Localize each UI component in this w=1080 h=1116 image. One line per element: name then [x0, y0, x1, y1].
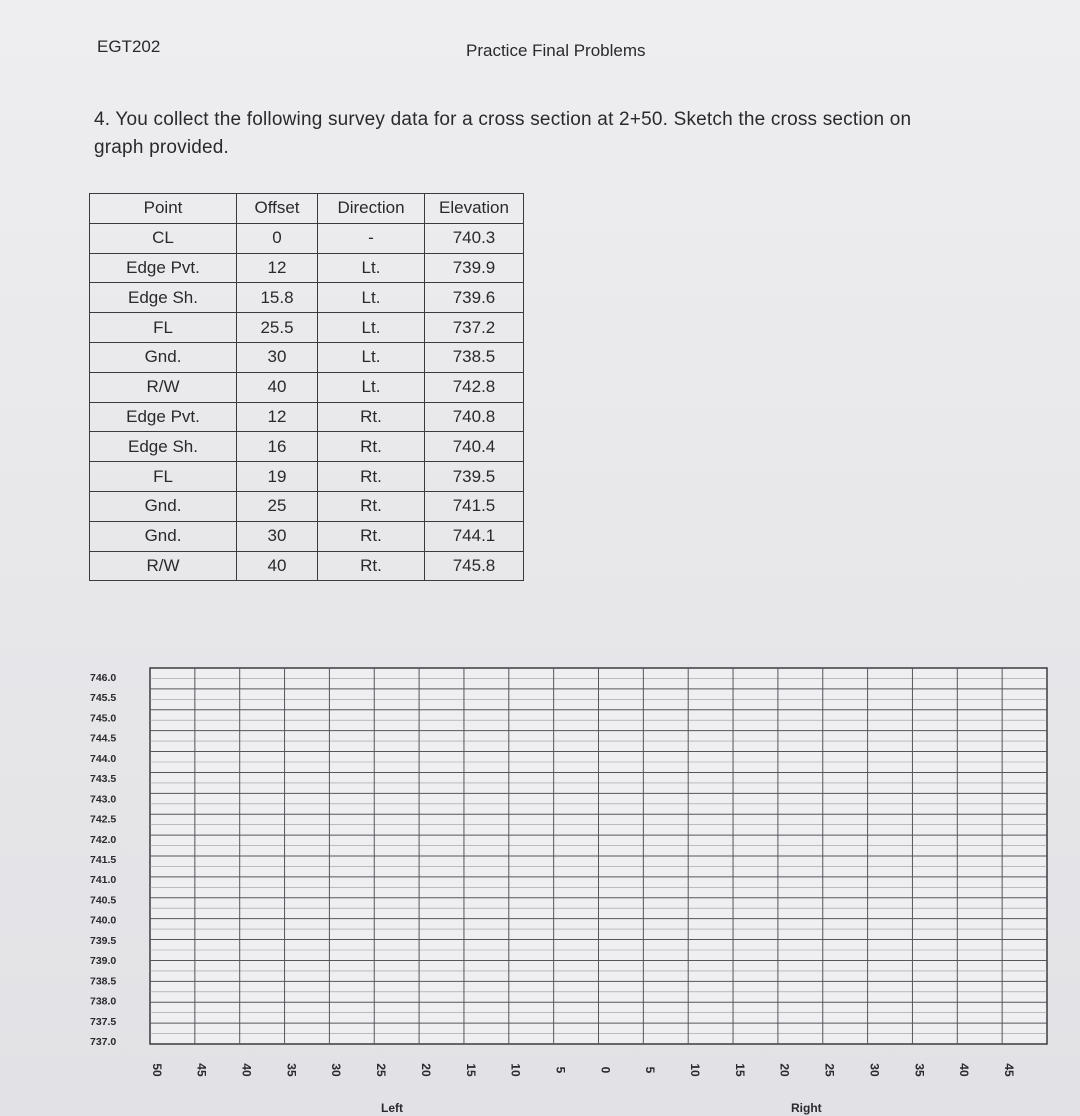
table-cell: 737.2	[425, 313, 524, 343]
x-axis-tick-label: 25	[822, 1063, 837, 1077]
table-cell: Rt.	[318, 462, 425, 492]
page-title: Practice Final Problems	[466, 41, 646, 60]
table-cell: -	[318, 223, 425, 253]
y-axis-tick-label: 745.5	[90, 692, 117, 705]
y-axis-tick-label: 738.0	[90, 995, 117, 1008]
y-axis-tick-label: 737.5	[90, 1015, 117, 1028]
table-cell: 30	[237, 342, 318, 372]
table-cell: 25.5	[237, 313, 318, 343]
question-line-1: 4. You collect the following survey data for a cross section at 2+50. Sketch the cross section on	[94, 109, 912, 130]
x-axis-tick-label: 50	[149, 1063, 164, 1077]
y-axis-tick-label: 744.0	[90, 752, 117, 765]
table-cell: 40	[237, 372, 318, 402]
table-cell: 741.5	[425, 491, 524, 521]
x-axis-tick-label: 35	[284, 1063, 299, 1077]
table-cell: Rt.	[318, 521, 425, 551]
table-cell: 12	[237, 253, 318, 283]
x-axis-tick-label: 40	[957, 1063, 972, 1077]
table-cell: R/W	[90, 372, 237, 402]
x-axis-tick-label: 30	[329, 1063, 344, 1077]
table-cell: Lt.	[318, 342, 425, 372]
y-axis-tick-label: 741.0	[90, 874, 117, 887]
table-cell: 30	[237, 521, 318, 551]
y-axis-tick-label: 740.5	[90, 894, 117, 907]
x-axis-tick-label: 10	[688, 1063, 703, 1077]
table-cell: 12	[237, 402, 318, 432]
table-cell: FL	[90, 313, 237, 343]
table-cell: 744.1	[425, 521, 524, 551]
x-axis-tick-label: 20	[777, 1063, 792, 1077]
table-cell: Lt.	[318, 253, 425, 283]
table-cell: 25	[237, 491, 318, 521]
table-cell: 739.6	[425, 283, 524, 313]
table-cell: 739.5	[425, 462, 524, 492]
x-axis-tick-label: 45	[194, 1063, 209, 1077]
table-cell: Rt.	[318, 402, 425, 432]
x-axis-tick-label: 15	[463, 1063, 478, 1077]
table-cell: 40	[237, 551, 318, 581]
table-cell: 745.8	[425, 551, 524, 581]
y-axis-tick-label: 743.5	[90, 773, 117, 786]
y-axis-tick-label: 745.0	[90, 712, 117, 725]
table-cell: 0	[237, 223, 318, 253]
table-cell: Lt.	[318, 313, 425, 343]
table-cell: Gnd.	[90, 491, 237, 521]
table-cell: Edge Sh.	[90, 283, 237, 313]
right-axis-label: Right	[791, 1101, 822, 1115]
x-axis-tick-label: 20	[418, 1063, 433, 1077]
y-axis-tick-label: 738.5	[90, 975, 117, 988]
table-cell: 739.9	[425, 253, 524, 283]
table-cell: Gnd.	[90, 521, 237, 551]
table-cell: 742.8	[425, 372, 524, 402]
table-header-cell: Direction	[318, 194, 425, 224]
table-cell: Gnd.	[90, 342, 237, 372]
table-cell: Rt.	[318, 551, 425, 581]
x-axis-tick-label: 30	[867, 1063, 882, 1077]
table-cell: 740.4	[425, 432, 524, 462]
table-cell: Rt.	[318, 432, 425, 462]
x-axis-tick-label: 25	[374, 1063, 389, 1077]
table-cell: 740.8	[425, 402, 524, 432]
y-axis-tick-label: 742.5	[90, 813, 117, 826]
table-cell: FL	[90, 462, 237, 492]
table-cell: 19	[237, 462, 318, 492]
y-axis-tick-label: 744.5	[90, 732, 117, 745]
y-axis-tick-label: 741.5	[90, 854, 117, 866]
x-axis-tick-label: 35	[912, 1063, 927, 1077]
table-cell: 740.3	[425, 223, 524, 253]
y-axis-tick-label: 743.0	[90, 793, 117, 806]
y-axis-tick-label: 742.0	[90, 833, 117, 846]
y-axis-tick-label: 739.0	[90, 955, 117, 968]
x-axis-tick-label: 5	[643, 1066, 658, 1074]
table-cell: Lt.	[318, 372, 425, 402]
table-cell: Rt.	[318, 491, 425, 521]
table-header-cell: Elevation	[425, 194, 524, 224]
x-axis-tick-label: 15	[732, 1063, 747, 1077]
course-code: EGT202	[97, 37, 161, 56]
table-cell: 738.5	[425, 342, 524, 372]
table-cell: Edge Pvt.	[90, 253, 237, 283]
x-axis-tick-label: 0	[598, 1066, 613, 1074]
x-axis-tick-label: 10	[508, 1063, 523, 1077]
table-cell: Edge Pvt.	[90, 402, 237, 432]
table-cell: 16	[237, 432, 318, 462]
x-axis-tick-label: 45	[1001, 1063, 1016, 1077]
table-cell: Edge Sh.	[90, 432, 237, 462]
table-header-cell: Offset	[237, 194, 318, 224]
question-line-2: graph provided.	[94, 137, 230, 158]
table-cell: Lt.	[318, 283, 425, 313]
x-axis-tick-label: 40	[239, 1063, 254, 1077]
y-axis-tick-label: 737.0	[90, 1036, 117, 1048]
x-axis-tick-label: 5	[553, 1066, 568, 1074]
table-cell: 15.8	[237, 283, 318, 313]
table-cell: R/W	[90, 551, 237, 581]
y-axis-tick-label: 740.0	[90, 914, 117, 927]
left-axis-label: Left	[381, 1101, 403, 1115]
y-axis-tick-label: 739.5	[90, 934, 117, 947]
table-cell: CL	[90, 223, 237, 253]
y-axis-tick-label: 746.0	[90, 672, 117, 684]
table-header-cell: Point	[90, 194, 237, 224]
